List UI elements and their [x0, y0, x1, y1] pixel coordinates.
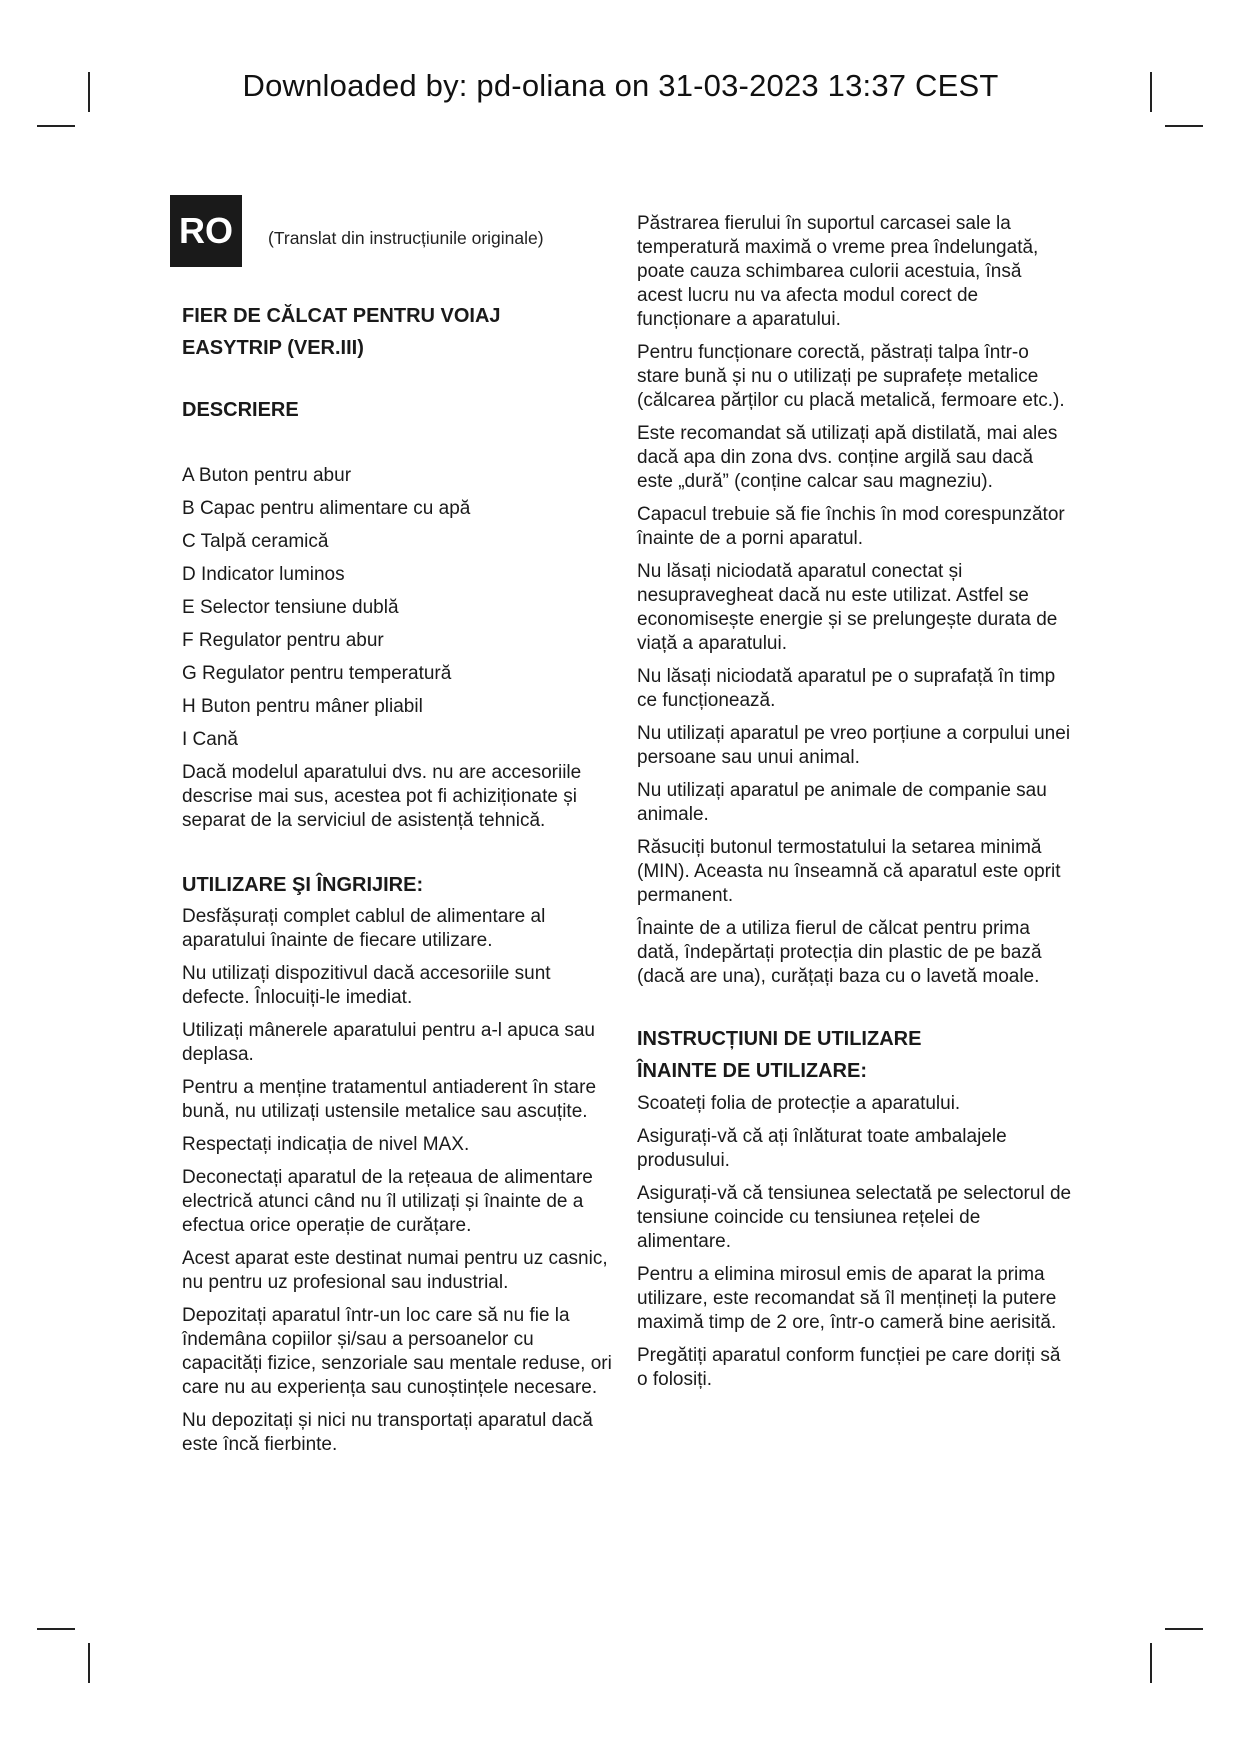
paragraph: Este recomandat să utilizați apă distilată, mai ales dacă apa din zona dvs. conține argilă sau dacă este „dură” (conține calcar sau magneziu). — [637, 423, 1058, 492]
parts-list — [182, 464, 617, 752]
paragraph: Acest aparat este destinat numai pentru uz casnic, nu pentru uz profesional sau industrial. — [182, 1248, 608, 1293]
right-column — [637, 212, 1072, 1401]
paragraph: Nu utilizați aparatul pe vreo porțiune a corpului unei persoane sau unui animal. — [637, 723, 1071, 768]
paragraph: Respectați indicația de nivel MAX. — [182, 1134, 470, 1155]
crop-mark — [37, 125, 75, 127]
before-use-heading: ÎNAINTE DE UTILIZARE: — [637, 1060, 867, 1082]
language-badge: RO — [170, 195, 242, 267]
download-stamp: Downloaded by: pd-oliana on 31-03-2023 13:37 CEST — [242, 68, 999, 103]
paragraph: Scoateți folia de protecție a aparatului. — [637, 1093, 961, 1114]
accessories-note: Dacă modelul aparatului dvs. nu are accesoriile descrise mai sus, acestea pot fi achiziționate și separat de la serviciul de asistență tehnică. — [182, 762, 582, 831]
crop-mark — [88, 1643, 90, 1683]
paragraph: Nu depozitați și nici nu transportați aparatul dacă este încă fierbinte. — [182, 1410, 593, 1455]
paragraph: Pentru a menține tratamentul antiaderent în stare bună, nu utilizați ustensile metalice sau ascuțite. — [182, 1077, 597, 1122]
paragraph: Răsuciți butonul termostatului la setarea minimă (MIN). Aceasta nu înseamnă că aparatul este oprit permanent. — [637, 837, 1061, 906]
usage-care-heading: UTILIZARE ŞI ÎNGRIJIRE: — [182, 874, 424, 896]
product-title-line2: EASYTRIP (VER.III) — [182, 337, 364, 359]
list-item: G Regulator pentru temperatură — [182, 663, 452, 684]
crop-mark — [1165, 125, 1203, 127]
list-item: A Buton pentru abur — [182, 465, 352, 486]
paragraph: Asigurați-vă că tensiunea selectată pe selectorul de tensiune coincide cu tensiunea rețelei de alimentare. — [637, 1183, 1072, 1252]
left-column — [182, 300, 617, 1466]
instructions-heading: INSTRUCȚIUNI DE UTILIZARE — [637, 1028, 922, 1050]
paragraph: Asigurați-vă că ați înlăturat toate ambalajele produsului. — [637, 1126, 1007, 1171]
translation-note: (Translat din instrucțiunile originale) — [268, 228, 544, 248]
crop-mark — [37, 1628, 75, 1630]
paragraph: Depozitați aparatul într-un loc care să nu fie la îndemâna copiilor și/sau a persoanelor cu capacități fizice, senzoriale sau mentale reduse, ori care nu au experiența sau cunoștințele necesare. — [182, 1305, 612, 1398]
list-item: F Regulator pentru abur — [182, 630, 384, 651]
list-item: B Capac pentru alimentare cu apă — [182, 498, 471, 519]
product-title-line1: FIER DE CĂLCAT PENTRU VOIAJ — [182, 305, 501, 327]
paragraph: Pregătiți aparatul conform funcției pe care doriți să o folosiți. — [637, 1345, 1061, 1390]
paragraph: Nu lăsați niciodată aparatul pe o suprafață în timp ce funcționează. — [637, 666, 1056, 711]
crop-mark — [1150, 1643, 1152, 1683]
paragraph: Desfășurați complet cablul de alimentare al aparatului înainte de fiecare utilizare. — [182, 906, 546, 951]
paragraph: Utilizați mânerele aparatului pentru a-l apuca sau deplasa. — [182, 1020, 595, 1065]
list-item: H Buton pentru mâner pliabil — [182, 696, 423, 717]
list-item: D Indicator luminos — [182, 564, 345, 585]
crop-mark — [88, 72, 90, 112]
paragraph: Pentru funcționare corectă, păstrați talpa într-o stare bună și nu o utilizați pe suprafețe metalice (călcarea părților cu placă metalică, fermoare etc.). — [637, 342, 1065, 411]
list-item: I Cană — [182, 729, 238, 750]
description-heading: DESCRIERE — [182, 399, 299, 421]
paragraph: Nu utilizați dispozitivul dacă accesoriile sunt defecte. Înlocuiți-le imediat. — [182, 963, 551, 1008]
paragraph: Nu lăsați niciodată aparatul conectat și nesupravegheat dacă nu este utilizat. Astfel se economisește energie și se prelungește durata de viață a aparatului. — [637, 561, 1058, 654]
paragraph: Nu utilizați aparatul pe animale de companie sau animale. — [637, 780, 1047, 825]
paragraph: Păstrarea fierului în suportul carcasei sale la temperatură maximă o vreme prea îndelungată, poate cauza schimbarea culorii acestuia, însă acest lucru nu va afecta modul corect de funcționare a aparatului. — [637, 213, 1039, 330]
paragraph: Deconectați aparatul de la rețeaua de alimentare electrică atunci când nu îl utilizați și înainte de a efectua orice operație de curățare. — [182, 1167, 593, 1236]
paragraph: Capacul trebuie să fie închis în mod corespunzător înainte de a porni aparatul. — [637, 504, 1065, 549]
crop-mark — [1165, 1628, 1203, 1630]
list-item: C Talpă ceramică — [182, 531, 329, 552]
crop-mark — [1150, 72, 1152, 112]
paragraph: Înainte de a utiliza fierul de călcat pentru prima dată, îndepărtați protecția din plastic de pe bază (dacă are una), curățați baza cu o lavetă moale. — [637, 918, 1042, 987]
list-item: E Selector tensiune dublă — [182, 597, 399, 618]
paragraph: Pentru a elimina mirosul emis de aparat la prima utilizare, este recomandat să îl mențineți la putere maximă timp de 2 ore, într-o cameră bine aerisită. — [637, 1264, 1057, 1333]
product-title — [182, 300, 617, 364]
